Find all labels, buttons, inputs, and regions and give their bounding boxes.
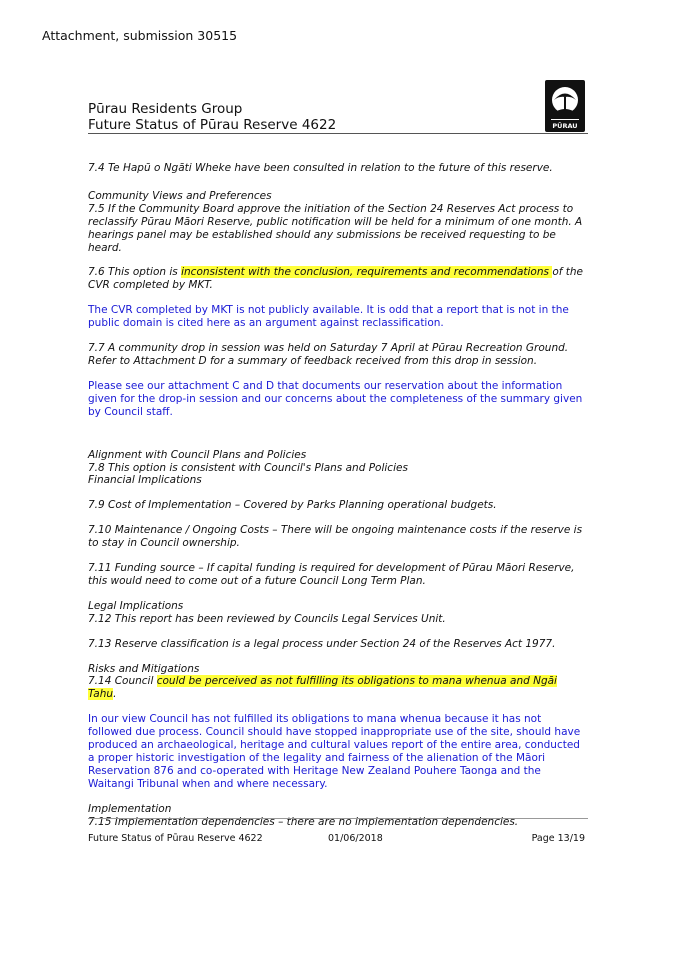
footer-divider xyxy=(88,818,588,819)
paragraph-7-7: 7.7 A community drop in session was held on Saturday 7 April at Pūrau Recreation Ground. Refer to Attachment D for a summary of feedback received from this drop in session. xyxy=(88,342,569,367)
document-title: Future Status of Pūrau Reserve 4622 xyxy=(88,117,337,133)
paragraph-7-14 xyxy=(88,675,588,701)
section-heading-alignment: Alignment with Council Plans and Policies xyxy=(88,448,307,461)
comment-7-14: In our view Council has not fulfilled its obligations to mana whenua because it has not followed due process. Council should have stopped inappropriate use of the site, should have produced an archaeological, heritage and cultural values report of the entire area, conducted a proper historic investigation of the legality and fairness of the alienation of the Māori Reservation 876 and co-operated with Heritage New Zealand Pouhere Taonga and the Waitangi Tribunal when and where necessary. xyxy=(88,713,581,790)
paragraph-7-8: 7.8 This option is consistent with Council's Plans and Policies xyxy=(88,461,408,474)
paragraph-7-14-start: 7.14 Council xyxy=(88,675,157,688)
highlight-7-14: could be perceived as not fulfilling its obligations to mana whenua and Ngāi Tahu xyxy=(88,675,557,701)
paragraph-7-15: 7.15 Implementation dependencies – there are no implementation dependencies. xyxy=(88,815,519,828)
purau-logo xyxy=(545,80,585,132)
paragraph-7-5: 7.5 If the Community Board approve the initiation of the Section 24 Reserves Act process to reclassify Pūrau Māori Reserve, public notification will be held for a minimum of one month. A hearings panel may be established should any submissions be received requesting to be heard. xyxy=(88,202,583,254)
comment-7-6: The CVR completed by MKT is not publicly available. It is odd that a report that is not in the public domain is cited here as an argument against reclassification. xyxy=(88,304,569,330)
section-heading-community: Community Views and Preferences xyxy=(88,189,272,202)
paragraph-7-4: 7.4 Te Hapū o Ngāti Wheke have been consulted in relation to the future of this reserve. xyxy=(88,162,553,174)
organization-name: Pūrau Residents Group xyxy=(88,101,243,117)
header-divider xyxy=(88,133,588,134)
paragraph-7-13: 7.13 Reserve classification is a legal process under Section 24 of the Reserves Act 1977. xyxy=(88,637,556,650)
section-heading-financial: Financial Implications xyxy=(88,474,202,487)
footer-title: Future Status of Pūrau Reserve 4622 xyxy=(88,833,263,844)
paragraph-7-6 xyxy=(88,266,588,292)
page-number: Page 13/19 xyxy=(531,833,585,844)
tree-icon xyxy=(545,80,585,132)
section-heading-legal: Legal Implications xyxy=(88,599,184,612)
paragraph-7-10: 7.10 Maintenance / Ongoing Costs – There will be ongoing maintenance costs if the reserve is to stay in Council ownership. xyxy=(88,524,583,550)
document-header xyxy=(88,101,336,133)
paragraph-7-6-start: 7.6 This option is xyxy=(88,266,182,279)
paragraph-7-14-end: . xyxy=(113,688,117,701)
section-heading-implementation: Implementation xyxy=(88,802,172,815)
highlight-7-6: inconsistent with the conclusion, requirements and recommendations xyxy=(181,266,553,279)
paragraph-7-9: 7.9 Cost of Implementation – Covered by Parks Planning operational budgets. xyxy=(88,499,497,512)
paragraph-7-11: 7.11 Funding source – If capital funding is required for development of Pūrau Māori Reserve, this would need to come out of a future Council Long Term Plan. xyxy=(88,562,575,587)
attachment-label: Attachment, submission 30515 xyxy=(42,28,238,43)
paragraph-7-6-end: of the CVR completed by MKT. xyxy=(88,266,584,292)
paragraph-7-12: 7.12 This report has been reviewed by Councils Legal Services Unit. xyxy=(88,612,446,625)
comment-7-7: Please see our attachment C and D that documents our reservation about the information given for the drop-in session and our concerns about the completeness of the summary given by Council staff. xyxy=(88,379,583,418)
footer-date: 01/06/2018 xyxy=(328,833,383,844)
section-heading-risks: Risks and Mitigations xyxy=(88,662,200,675)
logo-text: PŪRAU xyxy=(552,122,578,130)
document-body xyxy=(88,162,588,829)
